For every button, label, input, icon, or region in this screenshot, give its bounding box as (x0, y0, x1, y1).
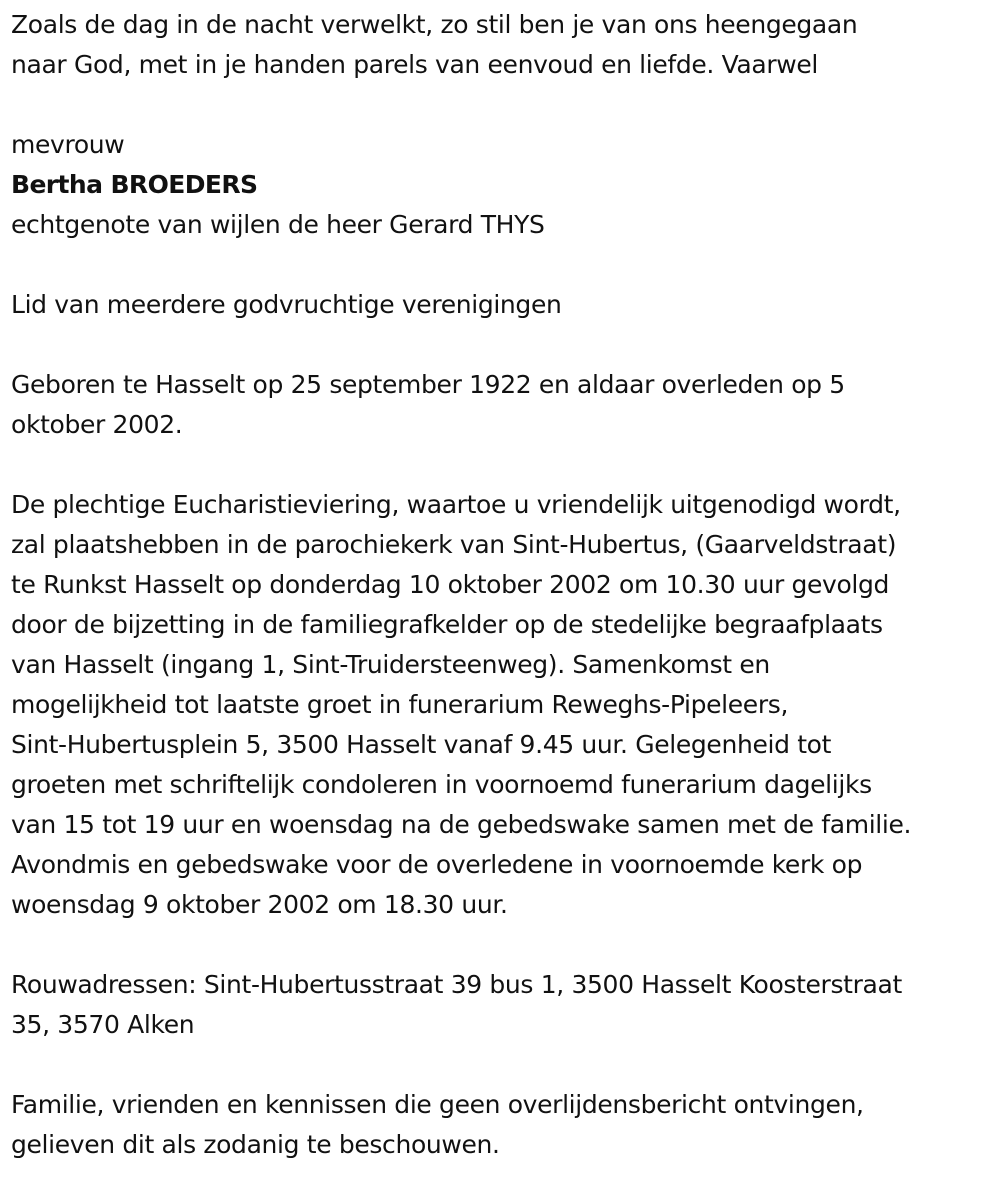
poem-line-1: Zoals de dag in de nacht verwelkt, zo stil ben je van ons heengegaan (11, 10, 858, 39)
membership-line: Lid van meerdere godvruchtige verenigingen (11, 290, 562, 319)
addresses-line-2: 35, 3570 Alken (11, 1010, 195, 1039)
spacer (11, 85, 993, 125)
spouse-line: echtgenote van wijlen de heer Gerard THYS (11, 210, 545, 239)
ceremony-line: van 15 tot 19 uur en woensdag na de gebedswake samen met de familie. (11, 810, 912, 839)
ceremony-line: van Hasselt (ingang 1, Sint-Truidersteenweg). Samenkomst en (11, 650, 770, 679)
poem-line-2: naar God, met in je handen parels van eenvoud en liefde. Vaarwel (11, 50, 819, 79)
ceremony-line: groeten met schriftelijk condoleren in voornoemd funerarium dagelijks (11, 770, 872, 799)
birth-death-line-2: oktober 2002. (11, 410, 183, 439)
birth-death-line-1: Geboren te Hasselt op 25 september 1922 en aldaar overleden op 5 (11, 370, 845, 399)
ceremony-line: te Runkst Hasselt op donderdag 10 oktober 2002 om 10.30 uur gevolgd (11, 570, 890, 599)
spacer (11, 325, 993, 365)
ceremony-line: Avondmis en gebedswake voor de overledene in voornoemde kerk op (11, 850, 863, 879)
ceremony-line: door de bijzetting in de familiegrafkelder op de stedelijke begraafplaats (11, 610, 883, 639)
ceremony-line: woensdag 9 oktober 2002 om 18.30 uur. (11, 890, 508, 919)
addresses-line-1: Rouwadressen: Sint-Hubertusstraat 39 bus 1, 3500 Hasselt Koosterstraat (11, 970, 902, 999)
closing-line-1: Familie, vrienden en kennissen die geen overlijdensbericht ontvingen, (11, 1090, 864, 1119)
ceremony-line: mogelijkheid tot laatste groet in funerarium Reweghs-Pipeleers, (11, 690, 789, 719)
ceremony-line: zal plaatshebben in de parochiekerk van Sint-Hubertus, (Gaarveldstraat) (11, 530, 897, 559)
closing-line-2: gelieven dit als zodanig te beschouwen. (11, 1130, 500, 1159)
spacer (11, 1045, 993, 1085)
obituary-document (11, 5, 993, 1165)
spacer (11, 925, 993, 965)
honorific: mevrouw (11, 130, 125, 159)
ceremony-line: De plechtige Eucharistieviering, waartoe u vriendelijk uitgenodigd wordt, (11, 490, 901, 519)
spacer (11, 245, 993, 285)
deceased-name: Bertha BROEDERS (11, 170, 258, 199)
ceremony-line: Sint-Hubertusplein 5, 3500 Hasselt vanaf 9.45 uur. Gelegenheid tot (11, 730, 832, 759)
spacer (11, 445, 993, 485)
